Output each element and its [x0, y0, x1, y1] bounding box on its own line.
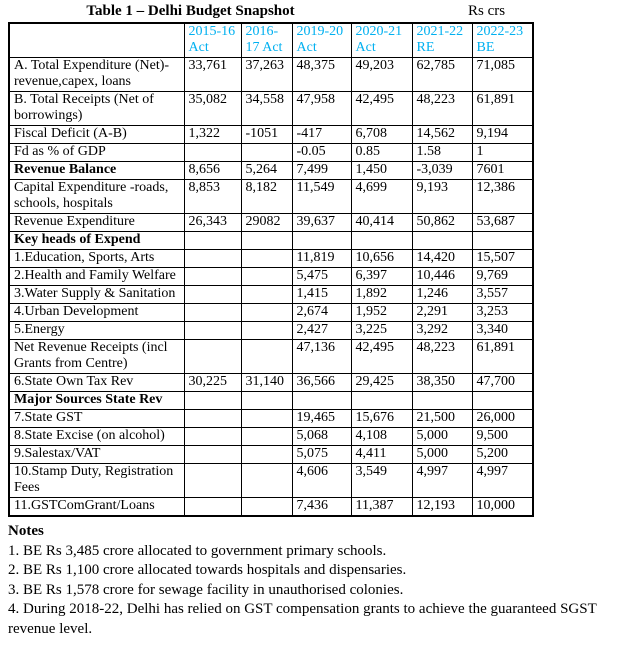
value-cell: 7601 [472, 162, 533, 180]
row-label: B. Total Receipts (Net of borrowings) [9, 92, 184, 126]
table-row [9, 464, 533, 498]
value-cell: 7,436 [292, 498, 351, 517]
value-cell: 4,699 [351, 180, 412, 214]
value-cell: 29,425 [351, 374, 412, 392]
value-cell [184, 268, 241, 286]
value-cell: 12,193 [412, 498, 472, 517]
table-row [9, 392, 533, 410]
value-cell: 4,606 [292, 464, 351, 498]
value-cell: 19,465 [292, 410, 351, 428]
table-row [9, 144, 533, 162]
value-cell: 5,200 [472, 446, 533, 464]
table-header-row [9, 23, 533, 58]
value-cell: 1,322 [184, 126, 241, 144]
value-cell: 12,386 [472, 180, 533, 214]
value-cell: 47,958 [292, 92, 351, 126]
value-cell [412, 232, 472, 250]
value-cell: 30,225 [184, 374, 241, 392]
table-row [9, 126, 533, 144]
value-cell: 6,708 [351, 126, 412, 144]
value-cell [472, 232, 533, 250]
value-cell: 36,566 [292, 374, 351, 392]
value-cell: 6,397 [351, 268, 412, 286]
value-cell: 4,997 [472, 464, 533, 498]
column-header: 2019-20 Act [292, 23, 351, 58]
value-cell: 33,761 [184, 58, 241, 92]
unit-label: Rs crs [468, 3, 506, 19]
note-line: 2. BE Rs 1,100 crore allocated towards hospitals and dispensaries. [8, 562, 407, 578]
value-cell [184, 446, 241, 464]
table-row [9, 58, 533, 92]
row-label: Major Sources State Rev [9, 392, 184, 410]
value-cell [184, 286, 241, 304]
value-cell: 1,892 [351, 286, 412, 304]
value-cell: 9,769 [472, 268, 533, 286]
value-cell: 47,700 [472, 374, 533, 392]
value-cell: 40,414 [351, 214, 412, 232]
value-cell [241, 232, 292, 250]
value-cell: 21,500 [412, 410, 472, 428]
row-label: 3.Water Supply & Sanitation [9, 286, 184, 304]
value-cell: 11,387 [351, 498, 412, 517]
table-row [9, 498, 533, 517]
row-label: 2.Health and Family Welfare [9, 268, 184, 286]
value-cell: 10,446 [412, 268, 472, 286]
value-cell: 5,475 [292, 268, 351, 286]
value-cell: 61,891 [472, 92, 533, 126]
value-cell: 9,193 [412, 180, 472, 214]
notes-list [8, 542, 638, 640]
value-cell [241, 268, 292, 286]
value-cell: 1,415 [292, 286, 351, 304]
value-cell: 5,000 [412, 428, 472, 446]
row-label: Revenue Expenditure [9, 214, 184, 232]
table-row [9, 340, 533, 374]
value-cell: 35,082 [184, 92, 241, 126]
value-cell [292, 392, 351, 410]
value-cell [241, 392, 292, 410]
table-row [9, 322, 533, 340]
table-row [9, 250, 533, 268]
table-title: Table 1 – Delhi Budget Snapshot [86, 3, 295, 19]
value-cell: 15,676 [351, 410, 412, 428]
value-cell: 4,108 [351, 428, 412, 446]
value-cell: 9,194 [472, 126, 533, 144]
value-cell: 48,375 [292, 58, 351, 92]
value-cell [241, 144, 292, 162]
table-row [9, 428, 533, 446]
value-cell [241, 250, 292, 268]
value-cell [184, 428, 241, 446]
value-cell: 2,291 [412, 304, 472, 322]
value-cell: 3,557 [472, 286, 533, 304]
value-cell: 4,997 [412, 464, 472, 498]
value-cell: 2,674 [292, 304, 351, 322]
row-label: 5.Energy [9, 322, 184, 340]
value-cell: 1 [472, 144, 533, 162]
value-cell: 10,000 [472, 498, 533, 517]
row-label: 8.State Excise (on alcohol) [9, 428, 184, 446]
value-cell: 42,495 [351, 92, 412, 126]
note-line: 4. During 2018-22, Delhi has relied on GST compensation grants to achieve the guaranteed SGST revenue level. [8, 601, 597, 637]
value-cell: 11,549 [292, 180, 351, 214]
value-cell: 7,499 [292, 162, 351, 180]
row-label: 1.Education, Sports, Arts [9, 250, 184, 268]
table-row [9, 446, 533, 464]
value-cell [184, 392, 241, 410]
value-cell [241, 410, 292, 428]
table-row [9, 92, 533, 126]
value-cell: 1.58 [412, 144, 472, 162]
row-label: 7.State GST [9, 410, 184, 428]
value-cell: 8,182 [241, 180, 292, 214]
value-cell [241, 498, 292, 517]
notes-section [8, 522, 638, 639]
table-row [9, 374, 533, 392]
value-cell: 48,223 [412, 340, 472, 374]
value-cell: -0.05 [292, 144, 351, 162]
value-cell [472, 392, 533, 410]
row-label: Fiscal Deficit (A-B) [9, 126, 184, 144]
value-cell: 38,350 [412, 374, 472, 392]
column-header: 2020-21 Act [351, 23, 412, 58]
value-cell: 42,495 [351, 340, 412, 374]
value-cell [241, 286, 292, 304]
value-cell: 1,246 [412, 286, 472, 304]
table-row [9, 410, 533, 428]
value-cell: 3,340 [472, 322, 533, 340]
note-line: 3. BE Rs 1,578 crore for sewage facility in unauthorised colonies. [8, 581, 404, 598]
column-header: 2016-17 Act [241, 23, 292, 58]
value-cell: 3,225 [351, 322, 412, 340]
value-cell [241, 446, 292, 464]
value-cell: 2,427 [292, 322, 351, 340]
value-cell: 8,656 [184, 162, 241, 180]
value-cell: 4,411 [351, 446, 412, 464]
table-row [9, 268, 533, 286]
value-cell: 15,507 [472, 250, 533, 268]
value-cell: 26,000 [472, 410, 533, 428]
value-cell: 3,253 [472, 304, 533, 322]
value-cell: 0.85 [351, 144, 412, 162]
value-cell: 3,549 [351, 464, 412, 498]
table-row [9, 232, 533, 250]
value-cell: 37,263 [241, 58, 292, 92]
value-cell [241, 428, 292, 446]
table-row [9, 180, 533, 214]
value-cell [241, 464, 292, 498]
value-cell: 5,264 [241, 162, 292, 180]
value-cell [292, 232, 351, 250]
table-row [9, 162, 533, 180]
value-cell [351, 392, 412, 410]
column-header: 2022-23 BE [472, 23, 533, 58]
value-cell: 71,085 [472, 58, 533, 92]
value-cell: 62,785 [412, 58, 472, 92]
value-cell [351, 232, 412, 250]
notes-heading: Notes [8, 523, 44, 539]
header-empty-cell [9, 23, 184, 58]
value-cell: 47,136 [292, 340, 351, 374]
value-cell: 26,343 [184, 214, 241, 232]
value-cell: 3,292 [412, 322, 472, 340]
table-row [9, 214, 533, 232]
row-label: 10.Stamp Duty, Registration Fees [9, 464, 184, 498]
value-cell: 53,687 [472, 214, 533, 232]
value-cell [241, 304, 292, 322]
title-row [8, 3, 533, 20]
value-cell: 5,068 [292, 428, 351, 446]
value-cell: 61,891 [472, 340, 533, 374]
value-cell [412, 392, 472, 410]
value-cell: 48,223 [412, 92, 472, 126]
value-cell: 34,558 [241, 92, 292, 126]
value-cell: -3,039 [412, 162, 472, 180]
value-cell: 1,952 [351, 304, 412, 322]
value-cell [184, 464, 241, 498]
value-cell: 9,500 [472, 428, 533, 446]
value-cell: 29082 [241, 214, 292, 232]
value-cell: 11,819 [292, 250, 351, 268]
value-cell: 5,075 [292, 446, 351, 464]
row-label: Fd as % of GDP [9, 144, 184, 162]
row-label: Revenue Balance [9, 162, 184, 180]
value-cell: 39,637 [292, 214, 351, 232]
value-cell: 14,420 [412, 250, 472, 268]
value-cell: -1051 [241, 126, 292, 144]
value-cell: 5,000 [412, 446, 472, 464]
budget-table [8, 22, 534, 517]
row-label: Net Revenue Receipts (incl Grants from Centre) [9, 340, 184, 374]
row-label: 9.Salestax/VAT [9, 446, 184, 464]
table-row [9, 286, 533, 304]
value-cell [184, 410, 241, 428]
value-cell: 10,656 [351, 250, 412, 268]
row-label: Capital Expenditure -roads, schools, hospitals [9, 180, 184, 214]
value-cell [184, 304, 241, 322]
value-cell: 1,450 [351, 162, 412, 180]
row-label: Key heads of Expend [9, 232, 184, 250]
value-cell: 49,203 [351, 58, 412, 92]
row-label: 11.GSTComGrant/Loans [9, 498, 184, 517]
value-cell: 50,862 [412, 214, 472, 232]
value-cell: 14,562 [412, 126, 472, 144]
table-row [9, 304, 533, 322]
value-cell [241, 340, 292, 374]
value-cell [184, 498, 241, 517]
row-label: 4.Urban Development [9, 304, 184, 322]
value-cell: -417 [292, 126, 351, 144]
value-cell: 31,140 [241, 374, 292, 392]
value-cell [241, 322, 292, 340]
value-cell [184, 250, 241, 268]
note-line: 1. BE Rs 3,485 crore allocated to government primary schools. [8, 542, 387, 559]
row-label: A. Total Expenditure (Net)-revenue,capex, loans [9, 58, 184, 92]
value-cell: 8,853 [184, 180, 241, 214]
value-cell [184, 144, 241, 162]
column-header: 2021-22 RE [412, 23, 472, 58]
row-label: 6.State Own Tax Rev [9, 374, 184, 392]
value-cell [184, 322, 241, 340]
column-header: 2015-16 Act [184, 23, 241, 58]
value-cell [184, 232, 241, 250]
value-cell [184, 340, 241, 374]
